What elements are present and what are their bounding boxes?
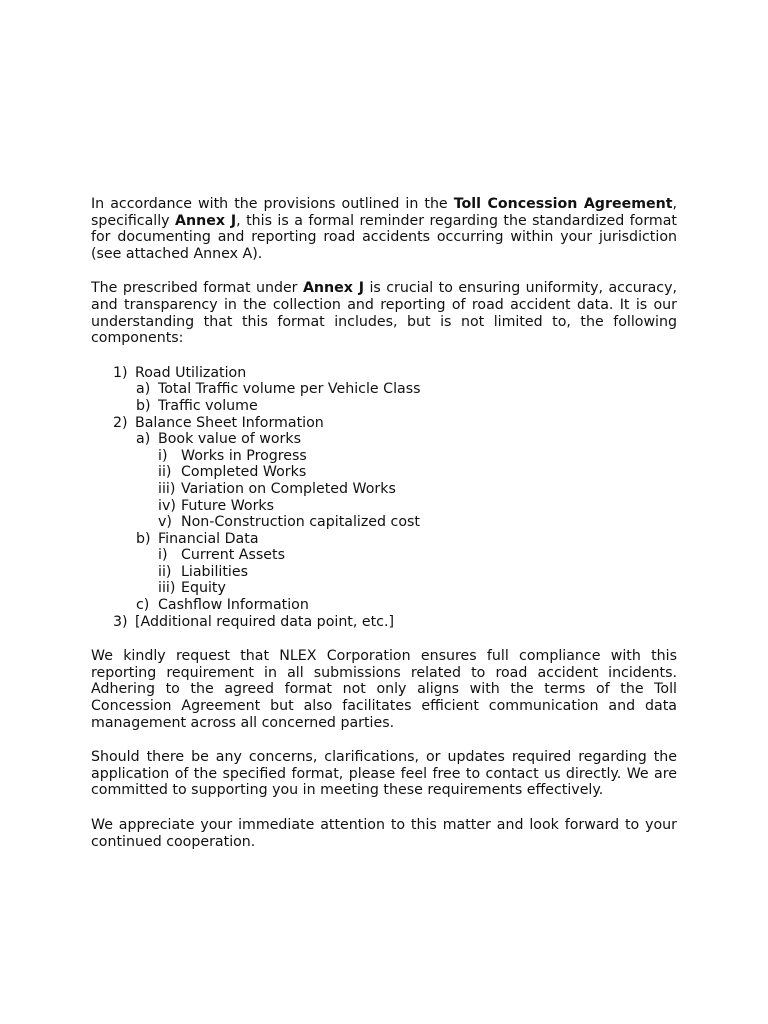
list-item [91,415,677,432]
list-item-label: Traffic volume [158,397,258,414]
list-marker: 3) [113,613,128,630]
intro-bold-annex: Annex J [175,212,237,229]
list-item [91,531,677,548]
concerns-paragraph: Should there be any concerns, clarifications, or updates required regarding the application of the specified format, please feel free to contact us directly. We are committed to supporting you in meeting these requirements effectively. [91,749,677,799]
intro-text-2: , specifically [91,196,678,229]
list-item [91,564,677,581]
list-marker: b) [136,530,151,547]
intro-text-1: In accordance with the provisions outlined in the [91,196,454,212]
list-marker: i) [158,447,168,464]
list-item-label: Balance Sheet Information [135,414,324,431]
list-marker: iii) [158,480,176,497]
request-paragraph: We kindly request that NLEX Corporation ensures full compliance with this reporting requirement in all submissions related to road accident incidents. Adhering to the agreed format not only aligns with the terms of the Toll Concession Agreement but also facilitates efficient communication and data management across all concerned parties. [91,648,677,731]
list-item [91,431,677,448]
list-item-label: Cashflow Information [158,597,309,614]
list-marker: c) [136,597,150,614]
components-list [91,365,677,631]
list-marker: i) [158,547,168,564]
list-marker: a) [136,431,151,448]
list-item [91,381,677,398]
letter-body [91,196,677,850]
intro-bold-agreement: Toll Concession Agreement [453,196,673,212]
intro-text-3: , this is a formal reminder regarding the standardized format for documenting and reporting road accidents occurring within your jurisdiction (see attached Annex A). [91,212,677,262]
list-item-label: Current Assets [181,547,285,564]
list-item-label: Financial Data [158,530,259,547]
list-item-label: [Additional required data point, etc.] [135,613,395,630]
closing-paragraph: We appreciate your immediate attention to this matter and look forward to your continued cooperation. [91,817,677,850]
list-marker: b) [136,397,151,414]
list-item-label: Variation on Completed Works [181,480,396,497]
intro-paragraph [91,196,677,262]
format-bold-annex: Annex J [302,280,365,297]
list-item-label: Book value of works [158,431,301,448]
list-item [91,580,677,597]
list-marker: 1) [113,364,128,381]
list-item-label: Total Traffic volume per Vehicle Class [158,381,421,398]
list-item [91,365,677,382]
list-item [91,481,677,498]
list-item [91,597,677,614]
list-item-label: Works in Progress [181,447,307,464]
list-item [91,464,677,481]
list-item [91,398,677,415]
list-item [91,614,677,631]
list-marker: 2) [113,414,128,431]
list-marker: ii) [158,563,172,580]
list-item [91,498,677,515]
format-text-1: The prescribed format under [91,280,303,297]
list-item [91,448,677,465]
list-item-label: Future Works [181,497,275,514]
list-item [91,514,677,531]
list-item-label: Equity [181,580,226,597]
list-item-label: Non-Construction capitalized cost [181,514,420,531]
list-marker: a) [136,381,151,398]
list-marker: iii) [158,580,176,597]
list-marker: iv) [158,497,176,514]
list-item-label: Liabilities [181,563,248,580]
format-text-2: is crucial to ensuring uniformity, accuracy, and transparency in the collection and reporting of road accident data. It is our understanding that this format includes, but is not limited to, the following components: [91,280,677,347]
list-item [91,547,677,564]
list-marker: v) [158,514,172,531]
list-item-label: Road Utilization [135,364,247,381]
list-marker: ii) [158,464,172,481]
format-paragraph [91,280,677,346]
list-item-label: Completed Works [181,464,307,481]
